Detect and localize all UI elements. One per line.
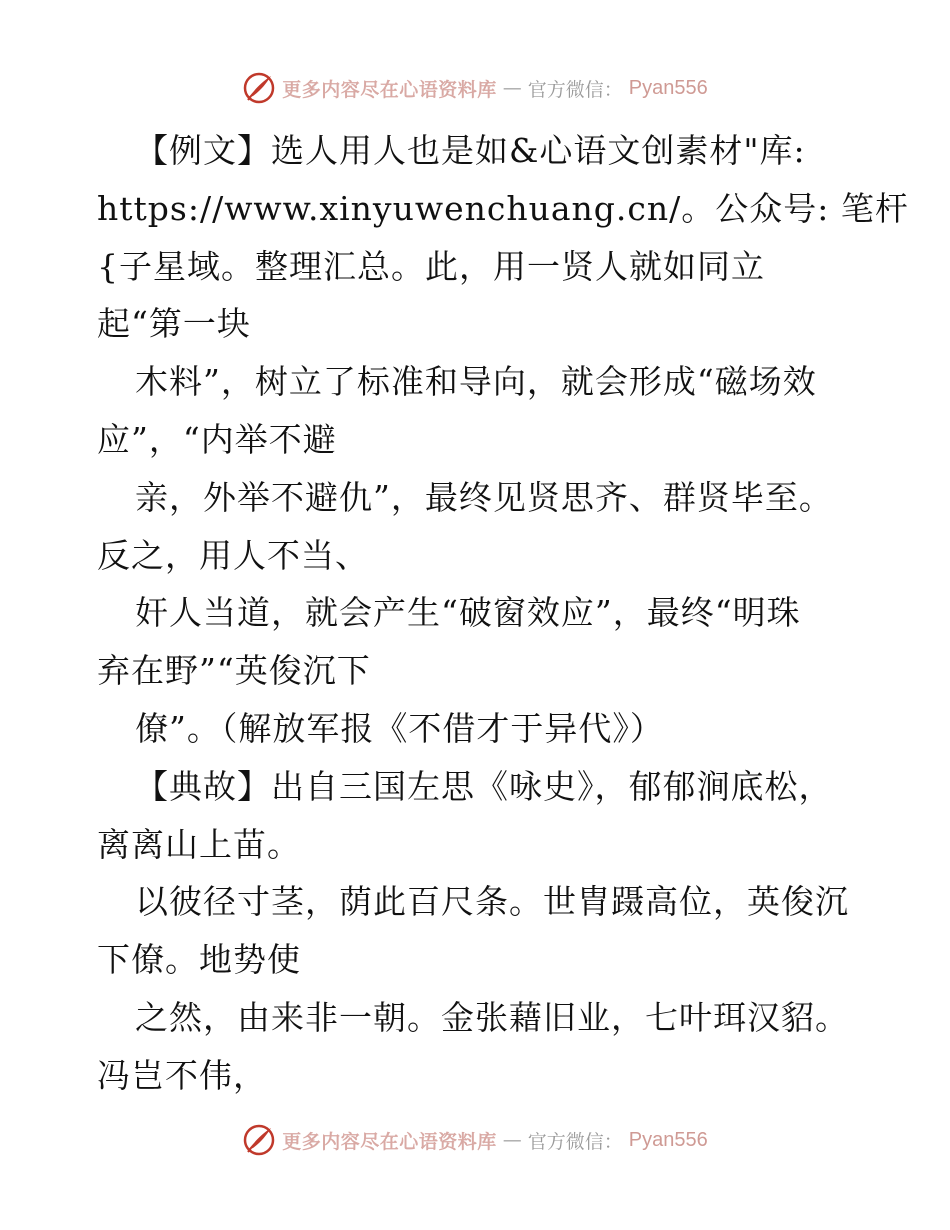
- banner-separator: —: [502, 1129, 522, 1151]
- text-line: 【例文】选人用人也是如&心语文创素材"库:: [135, 131, 806, 170]
- text-line: 反之，用人不当、: [97, 535, 369, 575]
- banner-main-text: 更多内容尽在心语资料库: [282, 1130, 497, 1153]
- text-line: 之然，由来非一朝。金张藉旧业，七叶珥汉貂。: [135, 997, 849, 1037]
- feather-quill-logo-icon: [242, 71, 276, 105]
- text-line: 起“第一块: [97, 304, 251, 344]
- text-line: 离离山上苗。: [97, 824, 301, 864]
- header-watermark-banner: [0, 68, 950, 108]
- text-line: 冯岂不伟，: [97, 1055, 267, 1095]
- text-line: 应”，“内举不避: [97, 419, 337, 459]
- banner-wechat-id: Pyan556: [628, 1128, 708, 1151]
- banner-wechat-id: Pyan556: [628, 76, 708, 99]
- footer-watermark-banner: [0, 1120, 950, 1160]
- text-line: 下僚。地势使: [97, 940, 301, 980]
- text-line: https://www.xinyuwenchuang.cn/。公众号: 笔杆: [97, 188, 909, 228]
- document-body: [97, 122, 909, 1105]
- feather-quill-logo-icon: [242, 1123, 276, 1157]
- text-line: 奸人当道，就会产生“破窗效应”，最终“明珠: [135, 593, 801, 633]
- banner-main-text: 更多内容尽在心语资料库: [282, 78, 497, 101]
- banner-wechat-label: 官方微信：: [527, 78, 623, 101]
- text-line: 木料”，树立了标准和导向，就会形成“磁场效: [135, 362, 817, 402]
- text-line: {子星域。整理汇总。此，用一贤人就如同立: [97, 246, 765, 286]
- text-line: 【典故】出自三国左思《咏史》，郁郁涧底松，: [135, 766, 833, 806]
- text-line: 以彼径寸茎，荫此百尺条。世胄蹑高位，英俊沉: [135, 882, 849, 922]
- text-line: 僚”。（解放军报《不借才于异代》）: [135, 708, 664, 748]
- banner-separator: —: [502, 77, 522, 99]
- text-line: 弃在野”“英俊沉下: [97, 651, 371, 691]
- text-line: 亲，外举不避仇”，最终见贤思齐、群贤毕至。: [135, 477, 833, 517]
- banner-wechat-label: 官方微信：: [527, 1130, 623, 1153]
